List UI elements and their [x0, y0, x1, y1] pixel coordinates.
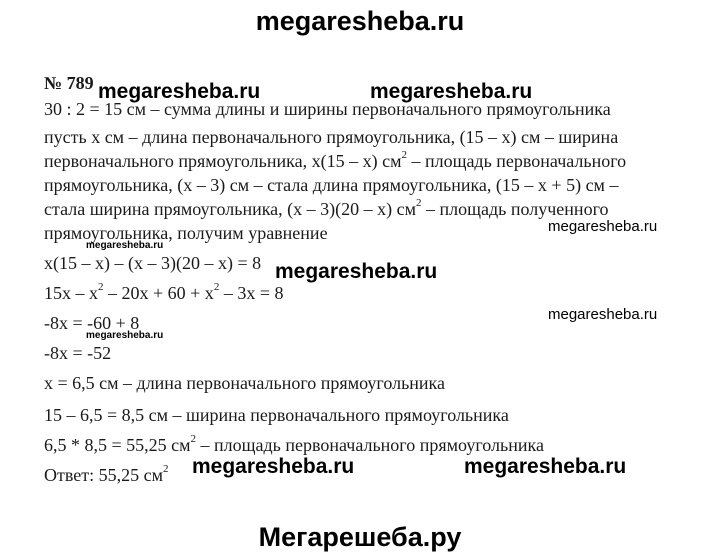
watermark-inline: megaresheba.ru — [370, 80, 533, 103]
equation-line: $15x - x^2 - 20x + 60 + x^2 - 3x = 8$ — [44, 281, 284, 303]
solution-line: первоначального прямоугольника, х(15 – х) $см^2$ – площадь первоначального — [44, 149, 627, 171]
solution-line: стала ширина прямоугольника, (х – 3)(20 – х) $см^2$ – площадь полученного — [44, 197, 609, 219]
equation-line: x(15 – x) – (x – 3)(20 – x) = 8 — [44, 253, 262, 273]
watermark-inline: megaresheba.ru — [192, 455, 355, 478]
watermark-inline: megaresheba.ru — [464, 455, 627, 478]
site-watermark-bottom: Мегарешеба.ру — [258, 522, 462, 552]
watermark-inline: megaresheba.ru — [548, 218, 658, 235]
watermark-inline: megaresheba.ru — [86, 330, 164, 341]
solution-line: 6,5 * 8,5 = 55,25 $см^2$ – площадь первоначального прямоугольника — [44, 433, 544, 455]
watermark-inline: megaresheba.ru — [86, 240, 164, 251]
site-watermark-top: megaresheba.ru — [255, 6, 465, 36]
solution-line: прямоугольника, (х – 3) см – стала длина прямоугольника, (15 – х + 5) см – — [44, 175, 619, 195]
solution-line: 30 : 2 = 15 см – сумма длины и ширины первоначального прямоугольника — [44, 99, 611, 119]
equation-line: -8x = -60 + 8 — [44, 313, 140, 333]
problem-number: № 789 — [44, 73, 94, 93]
solution-line: прямоугольника, получим уравнение — [44, 223, 328, 243]
watermark-inline: megaresheba.ru — [548, 306, 658, 323]
watermark-inline: megaresheba.ru — [275, 260, 438, 283]
watermark-inline: megaresheba.ru — [98, 80, 261, 103]
solution-line: x = 6,5 см – длина первоначального прямоугольника — [44, 373, 446, 393]
equation-line: -8x = -52 — [44, 343, 112, 363]
answer-line: Ответ: 55,25 $см^2$ — [44, 463, 169, 485]
solution-line: пусть х см – длина первоначального прямоугольника, (15 – х) см – ширина — [44, 127, 619, 147]
solution-line: 15 – 6,5 = 8,5 см – ширина первоначального прямоугольника — [44, 405, 509, 425]
